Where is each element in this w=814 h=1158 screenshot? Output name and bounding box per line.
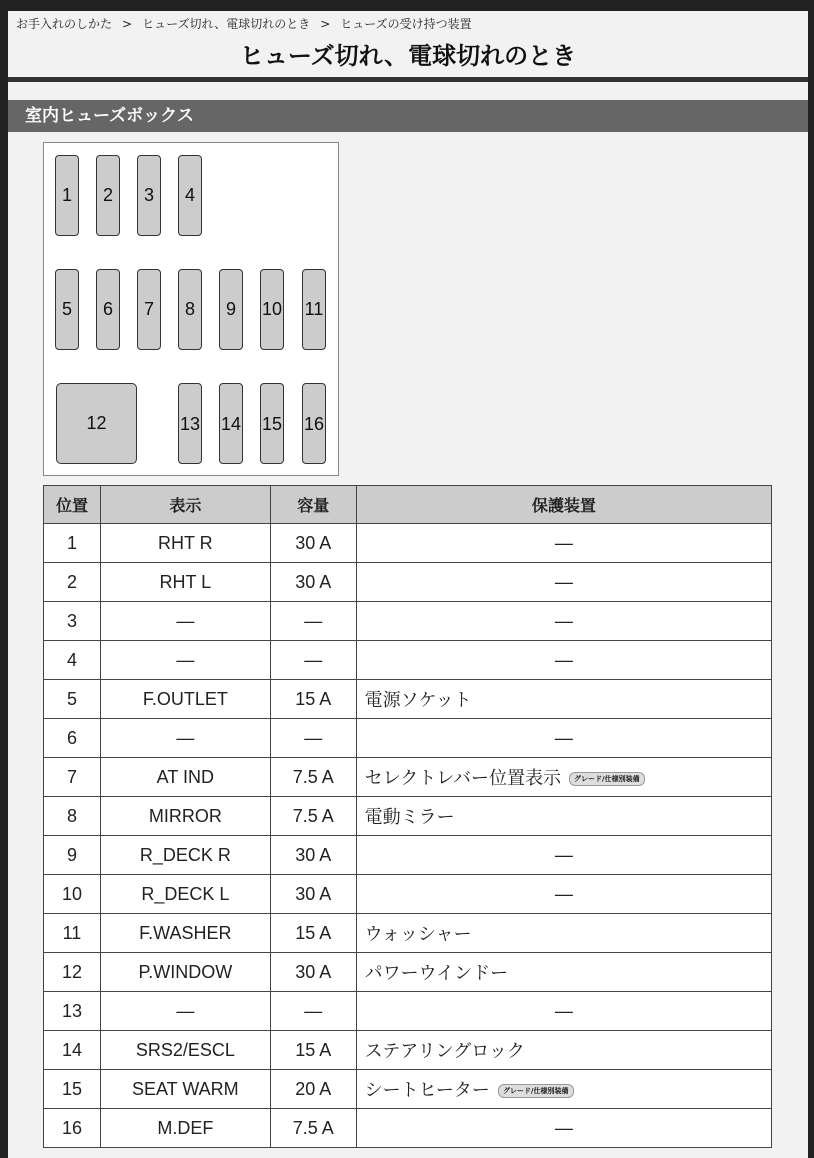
cell-position: 11 xyxy=(44,914,101,953)
table-row xyxy=(44,680,772,719)
fuse-number: 7 xyxy=(143,299,154,319)
fuse-8 xyxy=(178,269,202,350)
header-capacity: 容量 xyxy=(270,486,356,524)
cell-capacity: 15 A xyxy=(270,1031,356,1070)
table-header-row xyxy=(44,486,772,524)
device-name: — xyxy=(554,532,573,553)
device-name: — xyxy=(554,649,573,670)
fuse-10 xyxy=(260,269,284,350)
cell-position: 1 xyxy=(44,524,101,563)
cell-label: M.DEF xyxy=(100,1109,270,1148)
table-row xyxy=(44,875,772,914)
cell-position: 4 xyxy=(44,641,101,680)
device-name: 電動ミラー xyxy=(364,807,455,827)
breadcrumb-item-current: ヒューズの受け持つ装置 xyxy=(340,17,472,31)
cell-position: 6 xyxy=(44,719,101,758)
title-divider xyxy=(8,77,808,82)
cell-position: 14 xyxy=(44,1031,101,1070)
cell-capacity: 7.5 A xyxy=(270,797,356,836)
cell-label: F.WASHER xyxy=(100,914,270,953)
cell-protected-device xyxy=(356,563,771,602)
cell-protected-device xyxy=(356,1070,771,1109)
cell-label: MIRROR xyxy=(100,797,270,836)
fuse-16 xyxy=(302,383,326,464)
cell-capacity: — xyxy=(270,602,356,641)
device-name: — xyxy=(554,727,573,748)
breadcrumb-separator: > xyxy=(320,17,331,31)
cell-protected-device xyxy=(356,914,771,953)
device-name: — xyxy=(554,610,573,631)
cell-label: F.OUTLET xyxy=(100,680,270,719)
fuse-2 xyxy=(96,155,120,236)
device-name: シートヒーター xyxy=(364,1080,490,1100)
fuse-number: 13 xyxy=(179,414,201,434)
cell-label: — xyxy=(100,719,270,758)
cell-label: — xyxy=(100,992,270,1031)
cell-position: 13 xyxy=(44,992,101,1031)
fuse-number: 12 xyxy=(86,413,107,433)
fuse-4 xyxy=(178,155,202,236)
fuse-3 xyxy=(137,155,161,236)
cell-capacity: 30 A xyxy=(270,524,356,563)
table-row xyxy=(44,524,772,563)
fuse-15 xyxy=(260,383,284,464)
table-row xyxy=(44,914,772,953)
fuse-table xyxy=(43,485,772,1148)
breadcrumb-separator: > xyxy=(122,17,133,31)
device-name: — xyxy=(554,571,573,592)
cell-position: 8 xyxy=(44,797,101,836)
fuse-number: 6 xyxy=(102,299,113,319)
table-row xyxy=(44,602,772,641)
cell-protected-device xyxy=(356,836,771,875)
fuse-number: 11 xyxy=(304,299,324,319)
cell-label: SRS2/ESCL xyxy=(100,1031,270,1070)
fuse-number: 10 xyxy=(261,299,283,319)
fuse-number: 4 xyxy=(184,185,195,205)
cell-label: — xyxy=(100,641,270,680)
cell-position: 12 xyxy=(44,953,101,992)
fuse-number: 9 xyxy=(225,299,236,319)
device-name: — xyxy=(554,1117,573,1138)
cell-label: — xyxy=(100,602,270,641)
cell-position: 5 xyxy=(44,680,101,719)
section-header: 室内ヒューズボックス xyxy=(8,100,808,132)
fuse-number: 15 xyxy=(261,414,283,434)
cell-capacity: — xyxy=(270,641,356,680)
cell-label: RHT L xyxy=(100,563,270,602)
cell-protected-device xyxy=(356,875,771,914)
cell-label: SEAT WARM xyxy=(100,1070,270,1109)
table-row xyxy=(44,719,772,758)
cell-position: 2 xyxy=(44,563,101,602)
table-row xyxy=(44,1031,772,1070)
cell-label: RHT R xyxy=(100,524,270,563)
cell-label: R_DECK L xyxy=(100,875,270,914)
cell-label: R_DECK R xyxy=(100,836,270,875)
cell-capacity: 30 A xyxy=(270,563,356,602)
cell-position: 9 xyxy=(44,836,101,875)
cell-protected-device xyxy=(356,524,771,563)
header-label: 表示 xyxy=(100,486,270,524)
page xyxy=(8,11,808,1158)
device-name: セレクトレバー位置表示 xyxy=(364,768,562,788)
cell-capacity: 15 A xyxy=(270,914,356,953)
table-row xyxy=(44,836,772,875)
fuse-number: 16 xyxy=(303,414,325,434)
cell-capacity: 15 A xyxy=(270,680,356,719)
cell-capacity: 30 A xyxy=(270,875,356,914)
device-name: — xyxy=(554,844,573,865)
device-name: ステアリングロック xyxy=(364,1041,525,1061)
cell-capacity: 30 A xyxy=(270,953,356,992)
cell-protected-device xyxy=(356,992,771,1031)
fuse-number: 5 xyxy=(61,299,72,319)
fuse-box-diagram xyxy=(43,142,339,476)
fuse-number: 2 xyxy=(102,185,113,205)
cell-capacity: 7.5 A xyxy=(270,1109,356,1148)
cell-position: 7 xyxy=(44,758,101,797)
cell-protected-device xyxy=(356,1109,771,1148)
cell-capacity: — xyxy=(270,992,356,1031)
grade-spec-badge: グレード/仕様別装備 xyxy=(498,1084,574,1098)
fuse-11 xyxy=(302,269,326,350)
cell-protected-device xyxy=(356,641,771,680)
cell-protected-device xyxy=(356,758,771,797)
device-name: 電源ソケット xyxy=(364,690,472,710)
cell-capacity: 7.5 A xyxy=(270,758,356,797)
device-name: ウォッシャー xyxy=(364,924,472,944)
device-name: — xyxy=(554,1000,573,1021)
fuse-number: 3 xyxy=(143,185,154,205)
header xyxy=(8,11,808,77)
device-name: — xyxy=(554,883,573,904)
fuse-6 xyxy=(96,269,120,350)
cell-protected-device xyxy=(356,797,771,836)
cell-position: 15 xyxy=(44,1070,101,1109)
fuse-number: 1 xyxy=(61,185,72,205)
table-row xyxy=(44,992,772,1031)
table-row xyxy=(44,1070,772,1109)
fuse-12 xyxy=(56,383,137,464)
page-title: ヒューズ切れ、電球切れのとき xyxy=(239,42,577,70)
table-row xyxy=(44,797,772,836)
breadcrumb-item-blown[interactable]: ヒューズ切れ、電球切れのとき xyxy=(142,17,311,31)
table-row xyxy=(44,953,772,992)
cell-position: 3 xyxy=(44,602,101,641)
breadcrumb-item-care[interactable]: お手入れのしかた xyxy=(16,17,113,31)
grade-spec-badge: グレード/仕様別装備 xyxy=(569,772,645,786)
cell-protected-device xyxy=(356,953,771,992)
fuse-1 xyxy=(55,155,79,236)
cell-label: P.WINDOW xyxy=(100,953,270,992)
cell-protected-device xyxy=(356,602,771,641)
fuse-9 xyxy=(219,269,243,350)
cell-position: 10 xyxy=(44,875,101,914)
cell-protected-device xyxy=(356,1031,771,1070)
fuse-7 xyxy=(137,269,161,350)
fuse-13 xyxy=(178,383,202,464)
table-row xyxy=(44,1109,772,1148)
cell-protected-device xyxy=(356,680,771,719)
table-row xyxy=(44,563,772,602)
header-position: 位置 xyxy=(44,486,101,524)
fuse-number: 8 xyxy=(184,299,195,319)
device-name: パワーウインドー xyxy=(364,963,509,983)
cell-protected-device xyxy=(356,719,771,758)
fuse-14 xyxy=(219,383,243,464)
table-row xyxy=(44,641,772,680)
fuse-number: 14 xyxy=(220,414,242,434)
header-protected-device: 保護装置 xyxy=(356,486,771,524)
cell-position: 16 xyxy=(44,1109,101,1148)
cell-capacity: 30 A xyxy=(270,836,356,875)
table-row xyxy=(44,758,772,797)
cell-label: AT IND xyxy=(100,758,270,797)
fuse-5 xyxy=(55,269,79,350)
breadcrumb xyxy=(16,15,472,32)
cell-capacity: — xyxy=(270,719,356,758)
cell-capacity: 20 A xyxy=(270,1070,356,1109)
